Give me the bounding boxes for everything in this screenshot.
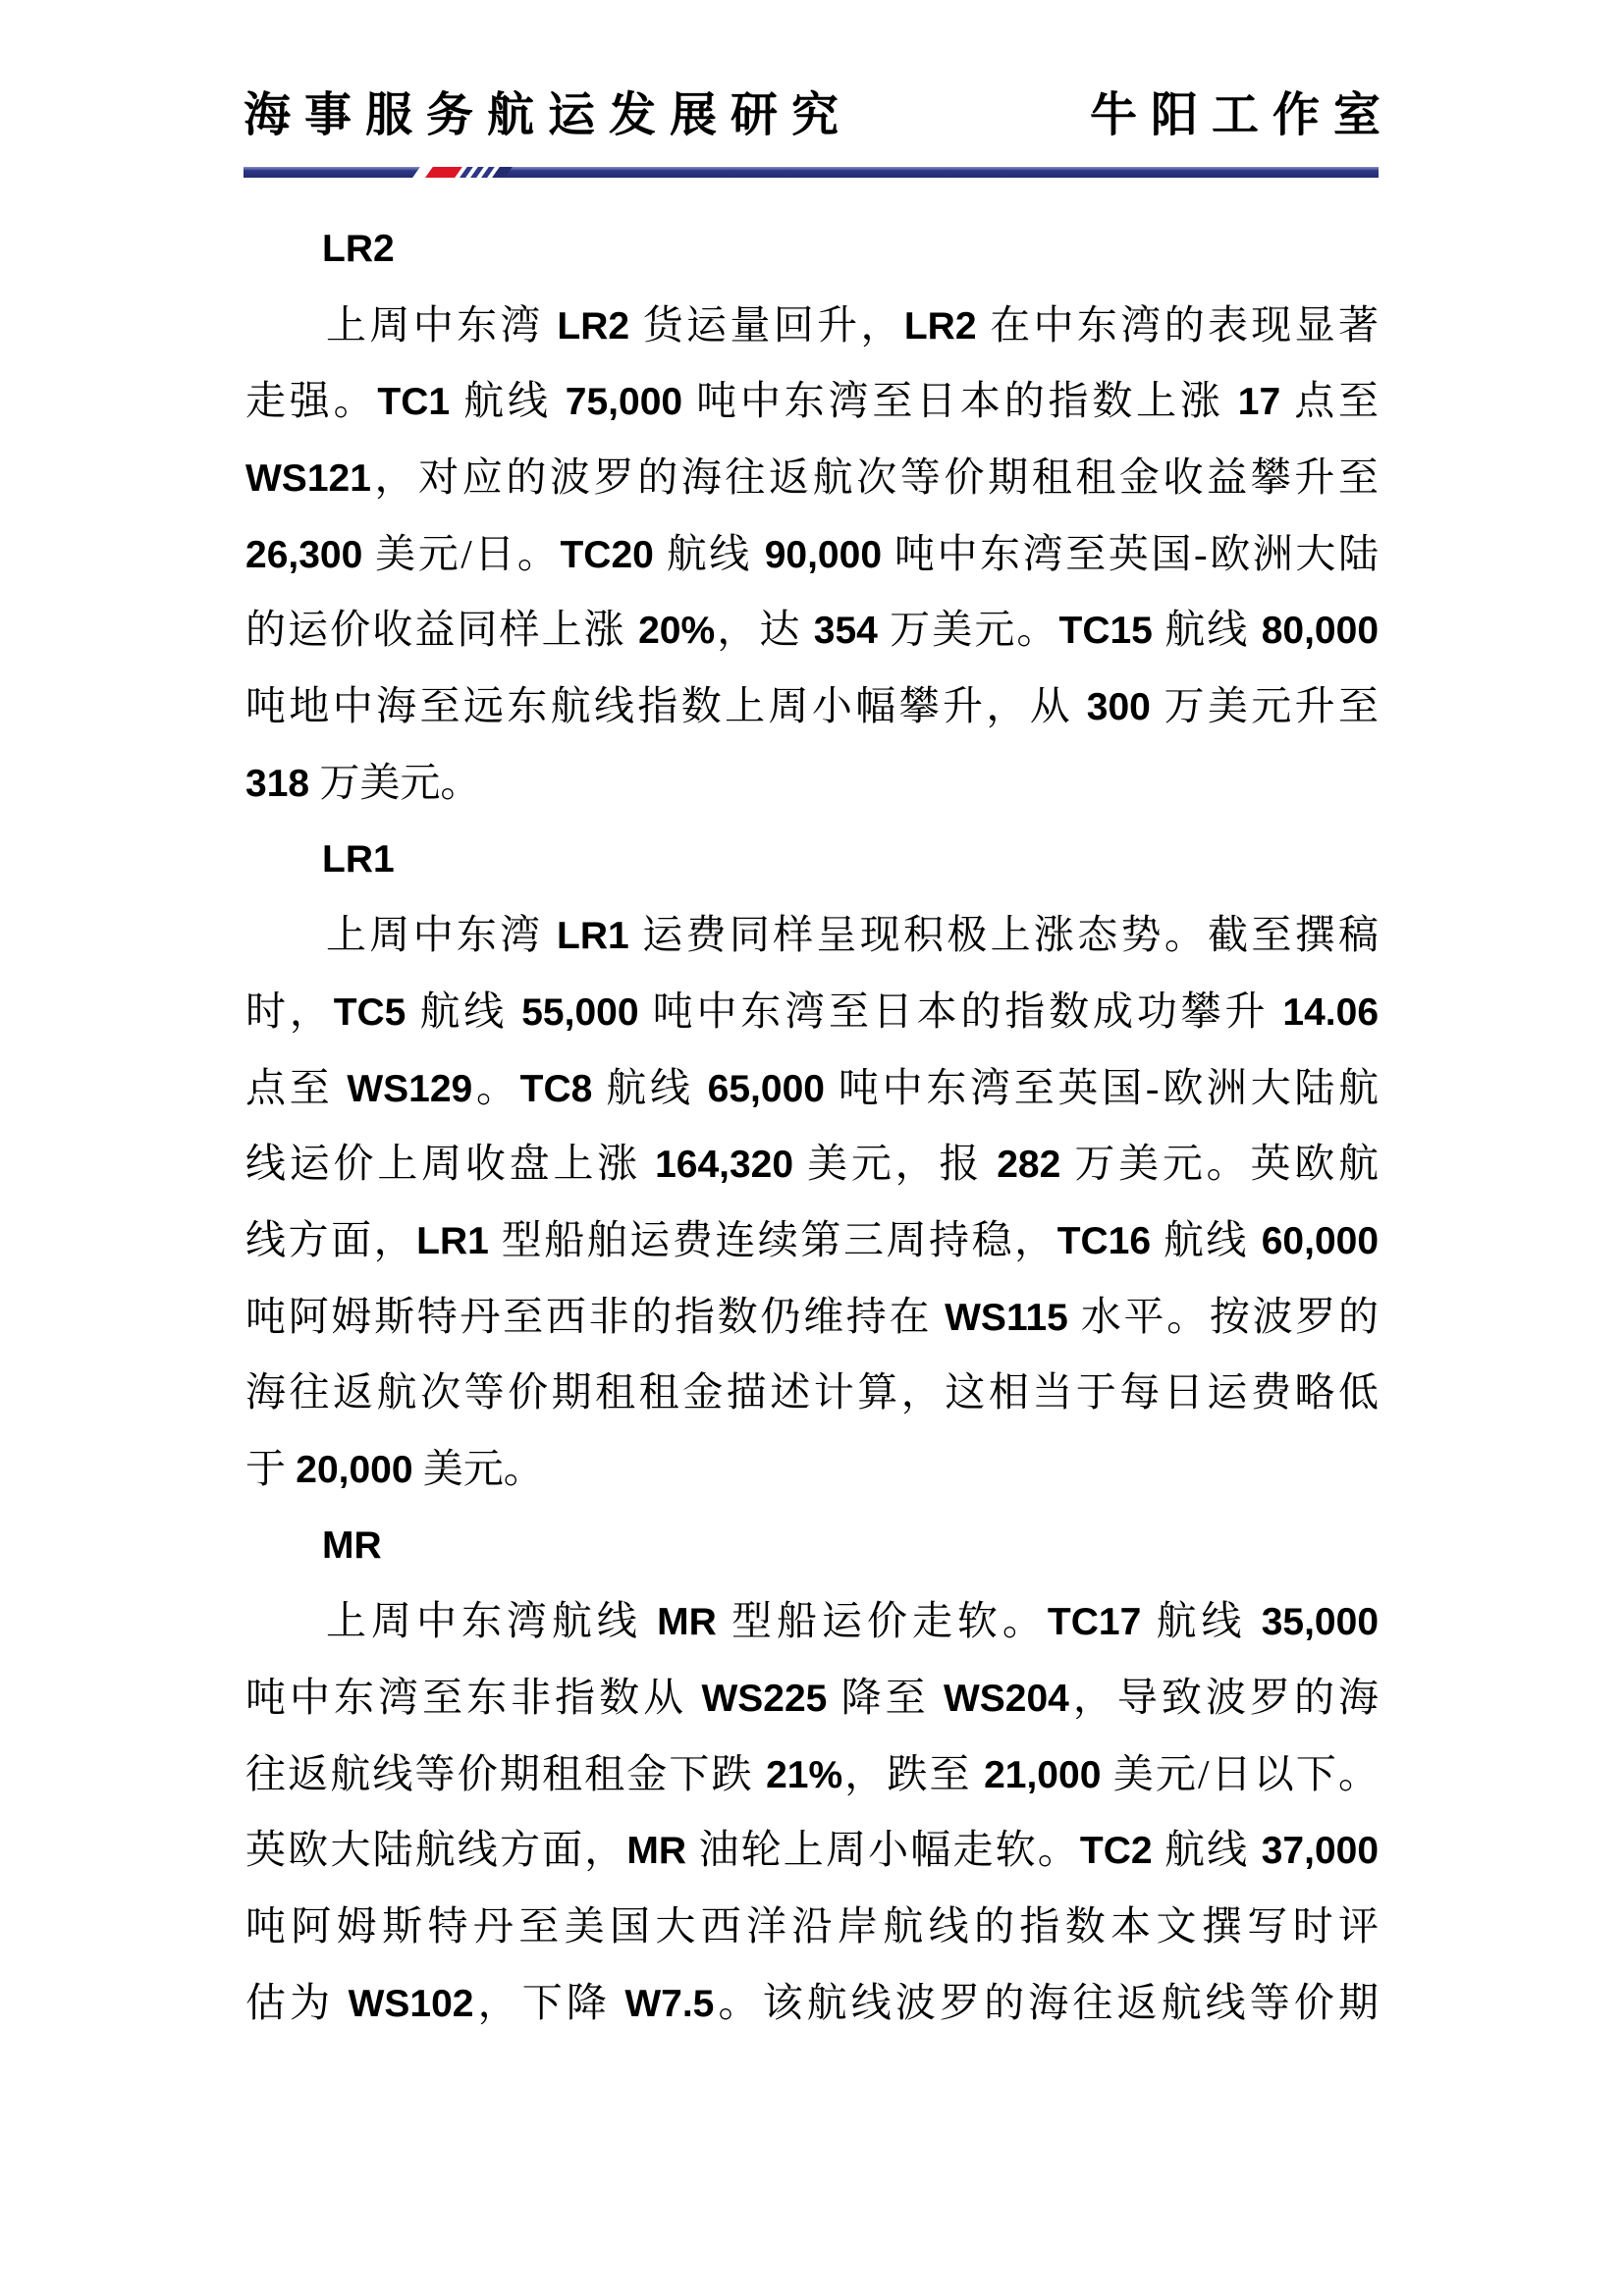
text-line xyxy=(245,897,1379,974)
header-rule xyxy=(244,167,1379,178)
latin-run: WS115 xyxy=(945,1296,1068,1339)
latin-run: TC1 xyxy=(377,381,451,424)
cjk-run: 点至 xyxy=(1280,378,1380,424)
cjk-run: 航线 xyxy=(592,1064,708,1110)
latin-run: 354 xyxy=(813,610,878,653)
cjk-run: 运费同样呈现积极上涨态势。截至撰稿 xyxy=(628,912,1380,958)
cjk-run: 吨阿姆斯特丹至西非的指数仍维持在 xyxy=(245,1293,946,1339)
latin-run: TC16 xyxy=(1056,1219,1152,1262)
cjk-run: 航线 xyxy=(406,988,522,1034)
cjk-run: 航线 xyxy=(1151,1216,1262,1262)
cjk-run: 美元/日以下。 xyxy=(1101,1750,1380,1796)
cjk-run: 航线 xyxy=(450,378,566,424)
latin-run: 60,000 xyxy=(1261,1219,1380,1262)
section-heading: LR2 xyxy=(322,228,395,270)
latin-run: TC17 xyxy=(1047,1601,1142,1644)
latin-run: 90,000 xyxy=(764,533,883,576)
latin-run: W7.5 xyxy=(624,1982,715,2025)
latin-run: 282 xyxy=(997,1144,1061,1187)
latin-run: 300 xyxy=(1086,686,1151,729)
cjk-run: 水平。按波罗的 xyxy=(1067,1293,1380,1339)
cjk-run: 线运价上周收盘上涨 xyxy=(245,1141,656,1187)
cjk-run: 美元，报 xyxy=(793,1141,998,1187)
latin-run: WS225 xyxy=(701,1678,828,1721)
cjk-run: 上周中东湾航线 xyxy=(326,1598,658,1644)
latin-run: LR2 xyxy=(903,304,977,347)
cjk-run: 英欧大陆航线方面， xyxy=(245,1827,627,1873)
text-line xyxy=(245,1812,1379,1889)
cjk-run: 航线 xyxy=(1152,607,1262,653)
text-line xyxy=(245,974,1379,1050)
page-header xyxy=(244,88,1394,142)
latin-run: 20,000 xyxy=(296,1449,413,1491)
latin-run: 20% xyxy=(638,610,716,653)
latin-run: 14.06 xyxy=(1282,990,1380,1034)
cjk-run: 货运量回升， xyxy=(629,301,904,347)
cjk-run: 油轮上周小幅走软。 xyxy=(686,1827,1080,1873)
text-line xyxy=(245,1660,1379,1736)
latin-run: TC15 xyxy=(1058,610,1153,653)
cjk-run: ，导致波罗的海 xyxy=(1068,1675,1380,1721)
cjk-run: 。该航线波罗的海往返航线等价期 xyxy=(714,1979,1380,2025)
latin-run: LR1 xyxy=(416,1219,489,1262)
cjk-run: 航线 xyxy=(653,530,765,576)
cjk-run: 走强。 xyxy=(245,378,378,424)
text-line xyxy=(245,1965,1379,2042)
latin-run: TC5 xyxy=(333,990,406,1034)
latin-run: 21,000 xyxy=(984,1753,1102,1796)
text-line xyxy=(245,516,1379,593)
text-line xyxy=(245,592,1379,668)
cjk-run: 美元/日。 xyxy=(362,530,561,576)
cjk-run: 型船运价走软。 xyxy=(716,1598,1048,1644)
cjk-run: 的运价收益同样上涨 xyxy=(245,607,639,653)
text-line xyxy=(245,1889,1379,1965)
cjk-run: 吨中东湾至日本的指数上涨 xyxy=(682,378,1238,424)
cjk-run: 降至 xyxy=(827,1675,944,1721)
cjk-run: 万美元。 xyxy=(877,607,1059,653)
text-line xyxy=(245,1050,1379,1127)
cjk-run: 上周中东湾 xyxy=(326,301,558,347)
cjk-run: 在中东湾的表现显著 xyxy=(976,301,1380,347)
cjk-run: 吨阿姆斯特丹至美国大西洋沿岸航线的指数本文撰写时评 xyxy=(245,1903,1379,1949)
text-line xyxy=(245,363,1379,440)
latin-run: TC2 xyxy=(1079,1830,1153,1873)
cjk-run: 万美元。 xyxy=(309,759,481,805)
header-title-right: 牛阳工作室 xyxy=(1089,89,1394,141)
text-line xyxy=(245,1202,1379,1279)
latin-run: MR xyxy=(657,1601,717,1644)
document-body xyxy=(245,211,1379,2042)
text-line xyxy=(245,1736,1379,1813)
latin-run: 318 xyxy=(245,762,310,805)
latin-run: WS129 xyxy=(347,1067,473,1110)
text-line xyxy=(245,1583,1379,1660)
latin-run: TC8 xyxy=(519,1067,593,1110)
cjk-run: ，跌至 xyxy=(842,1750,985,1796)
cjk-run: 上周中东湾 xyxy=(326,912,558,958)
latin-run: 55,000 xyxy=(521,990,639,1034)
section-heading: MR xyxy=(322,1523,382,1567)
document-section-lr1 xyxy=(245,822,1379,1508)
cjk-run: 万美元。英欧航 xyxy=(1060,1141,1380,1187)
cjk-run: 时， xyxy=(245,988,334,1034)
cjk-run: 。 xyxy=(472,1064,520,1110)
latin-run: 65,000 xyxy=(707,1067,825,1110)
latin-run: 80,000 xyxy=(1261,610,1380,653)
cjk-run: 美元。 xyxy=(412,1446,544,1491)
cjk-run: 吨中东湾至日本的指数成功攀升 xyxy=(638,988,1283,1034)
text-line xyxy=(245,745,1379,822)
latin-run: MR xyxy=(626,1830,687,1873)
latin-run: LR2 xyxy=(557,304,630,347)
latin-run: WS121 xyxy=(245,457,371,501)
latin-run: 21% xyxy=(766,1753,843,1796)
latin-run: 35,000 xyxy=(1261,1601,1380,1644)
latin-run: TC20 xyxy=(560,533,654,576)
header-title-left: 海事服务航运发展研究 xyxy=(244,89,853,141)
text-line xyxy=(245,1126,1379,1202)
latin-run: WS102 xyxy=(348,1982,474,2025)
cjk-run: 海往返航次等价期租租金描述计算，这相当于每日运费略低 xyxy=(245,1369,1379,1415)
document-section-lr2 xyxy=(245,211,1379,822)
latin-run: 37,000 xyxy=(1261,1830,1380,1873)
latin-run: LR1 xyxy=(557,915,629,958)
cjk-run: ，达 xyxy=(715,607,814,653)
cjk-run: 估为 xyxy=(245,1979,349,2025)
latin-run: WS204 xyxy=(943,1678,1069,1721)
document-section-mr xyxy=(245,1508,1379,2042)
cjk-run: 点至 xyxy=(245,1064,348,1110)
text-line xyxy=(245,1355,1379,1431)
latin-run: 164,320 xyxy=(655,1144,794,1187)
cjk-run: 吨中东湾至东非指数从 xyxy=(245,1675,702,1721)
latin-run: 75,000 xyxy=(565,381,683,424)
section-heading: LR1 xyxy=(322,837,395,881)
cjk-run: 往返航线等价期租租金下跌 xyxy=(245,1750,767,1796)
cjk-run: 航线 xyxy=(1141,1598,1262,1644)
cjk-run: 于 xyxy=(245,1446,297,1491)
cjk-run: 万美元升至 xyxy=(1150,683,1380,729)
text-line xyxy=(245,1431,1379,1508)
cjk-run: 航线 xyxy=(1152,1827,1262,1873)
cjk-run: 吨地中海至远东航线指数上周小幅攀升，从 xyxy=(245,683,1087,729)
header-rule-accent xyxy=(416,167,509,178)
text-line xyxy=(245,440,1379,516)
cjk-run: 型船舶运费连续第三周持稳， xyxy=(488,1216,1057,1262)
text-line xyxy=(245,668,1379,745)
cjk-run: ，对应的波罗的海往返航次等价期租租金收益攀升至 xyxy=(370,454,1379,501)
text-line xyxy=(245,1279,1379,1356)
cjk-run: ，下降 xyxy=(473,1979,625,2025)
cjk-run: 吨中东湾至英国-欧洲大陆 xyxy=(882,530,1379,576)
cjk-run: 线方面， xyxy=(245,1216,417,1262)
cjk-run: 吨中东湾至英国-欧洲大陆航 xyxy=(824,1064,1380,1110)
latin-run: 17 xyxy=(1237,381,1281,424)
text-line xyxy=(245,288,1379,364)
latin-run: 26,300 xyxy=(245,533,363,576)
